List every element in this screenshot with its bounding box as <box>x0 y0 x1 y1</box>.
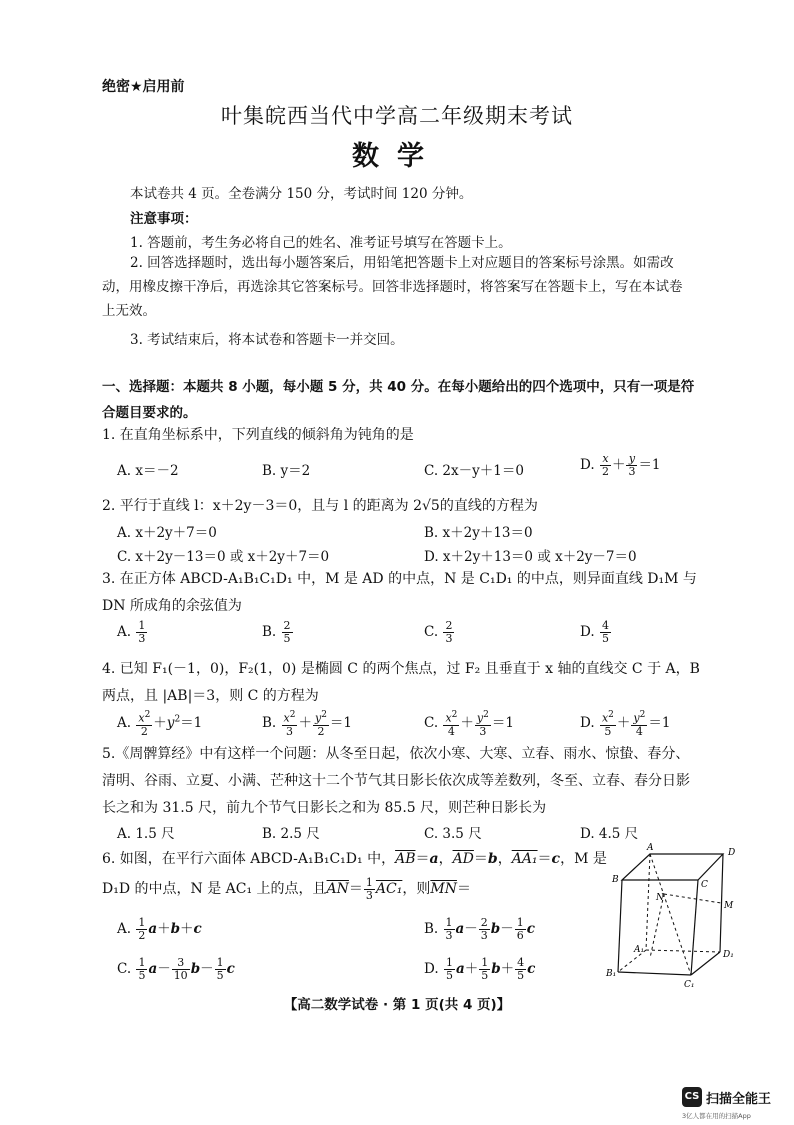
exam-title: 叶集皖西当代中学高二年级期末考试 <box>221 104 573 128</box>
q2-stem-end: 的直线的方程为 <box>439 498 538 514</box>
edge-cc1 <box>691 880 698 975</box>
edge-aa1 <box>646 854 650 950</box>
label-a1: A₁ <box>634 945 645 955</box>
edge-bb1 <box>618 880 622 972</box>
watermark-slogan: 3亿人都在用的扫描App <box>682 1112 751 1120</box>
note-1: 1. 答题前，考生务必将自己的姓名、准考证号填写在答题卡上。 <box>130 235 512 251</box>
label-b1: B₁ <box>606 969 617 979</box>
segment-mn <box>664 894 721 903</box>
q5-option-d: D. 4.5 尺 <box>580 826 639 842</box>
q2-option-a: A. x＋2y＋7＝0 <box>117 525 217 541</box>
question-2-stem: 2. 平行于直线 l：x＋2y－3＝0，且与 l 的距离为 2√5的直线的方程为 <box>102 498 538 514</box>
watermark-app-name: 扫描全能王 <box>706 1092 772 1107</box>
q5-option-b: B. 2.5 尺 <box>262 826 320 842</box>
camscanner-logo-icon: CS <box>682 1087 702 1107</box>
q1-option-d: D. $\frac{x}{2}$ ＋ $\frac{y}{3}$ ＝1 <box>580 452 661 478</box>
q6-option-d: D. $\frac{1}{5}$ a＋ $\frac{1}{5}$ b＋ $\frac{4}{5}$ c <box>424 956 536 982</box>
note-2: 2. 回答选择题时，选出每小题答案后，用铅笔把答题卡上对应题目的答案标号涂黑。如需改动，用橡皮擦干净后，再选涂其它答案标号。回答非选择题时，将答案写在答题卡上，写在本试卷上无效。 <box>102 255 683 319</box>
label-c1: C₁ <box>684 980 695 990</box>
label-m: M <box>724 901 734 911</box>
edge-c1d1 <box>691 952 720 975</box>
question-6-stem-line-1: 6. 如图，在平行六面体 ABCD-A₁B₁C₁D₁ 中，$\overline{AB}=a$，$\overline{AD}=b$，AA₁＝c，M 是 <box>102 851 607 867</box>
q3-option-c: C. $\frac{2}{3}$ <box>424 619 453 645</box>
question-3-stem: 3. 在正方体 ABCD-A₁B₁C₁D₁ 中，M 是 AD 的中点，N 是 C₁D₁ 的中点，则异面直线 D₁M 与 DN 所成角的余弦值为 <box>102 571 697 614</box>
edge-b1c1 <box>618 972 691 975</box>
q4-option-d: D. $\frac{x^2}{5}$ ＋ $\frac{y^2}{4}$ ＝1 <box>580 710 671 738</box>
question-6-stem-line-2: D₁D 的中点，N 是 AC₁ 上的点，且$\overline{AN}=$ $\frac{1}{3}$ AC₁，则$\overline{MN}=$ <box>102 875 471 902</box>
q1-option-a: A. x＝－2 <box>117 463 179 479</box>
q5-option-c: C. 3.5 尺 <box>424 826 482 842</box>
page-footer: 【高二数学试卷 · 第 1 页(共 4 页)】 <box>283 997 511 1013</box>
top-face <box>622 854 723 880</box>
q3-option-b: B. $\frac{2}{5}$ <box>262 619 291 645</box>
note-3: 3. 考试结束后，将本试卷和答题卡一并交回。 <box>130 332 404 348</box>
notes-title: 注意事项： <box>130 211 198 227</box>
q2-option-d: D. x＋2y＋13＝0 或 x＋2y－7＝0 <box>424 549 637 565</box>
q1-option-d-label: D. <box>580 457 595 473</box>
q6-option-a: A. $\frac{1}{2}$ a＋b＋c <box>117 916 202 942</box>
q6-option-b: B. $\frac{1}{3}$ a－ $\frac{2}{3}$ b－ $\frac{1}{6}$ c <box>424 916 535 942</box>
segment-n-lower <box>650 894 664 958</box>
label-b: B <box>612 875 619 885</box>
q4-option-b: B. $\frac{x^2}{3}$ ＋ $\frac{y^2}{2}$ ＝1 <box>262 710 353 738</box>
label-n: N <box>656 893 664 903</box>
q4-option-c: C. $\frac{x^2}{4}$ ＋ $\frac{y^2}{3}$ ＝1 <box>424 710 514 738</box>
parallelepiped-figure <box>598 840 748 990</box>
diagonal-ac1 <box>650 854 691 975</box>
q2-stem-start: 2. 平行于直线 l：x＋2y－3＝0，且与 l 的距离为 2 <box>102 498 422 514</box>
exam-summary: 本试卷共 4 页。全卷满分 150 分，考试时间 120 分钟。 <box>130 186 473 202</box>
label-a: A <box>647 843 654 853</box>
question-4-stem: 4. 已知 F₁(－1，0)，F₂(1，0) 是椭圆 C 的两个焦点，过 F₂ 且垂直于 x 轴的直线交 C 于 A，B 两点，且 |AB|＝3，则 C 的方程为 <box>102 661 700 704</box>
question-1-stem: 1. 在直角坐标系中，下列直线的倾斜角为钝角的是 <box>102 427 414 443</box>
q4-option-a: A. $\frac{x^2}{2}$ $+y^2=1$ <box>117 710 203 738</box>
q1-option-c: C. 2x－y＋1＝0 <box>424 463 524 479</box>
scanner-watermark <box>682 1085 792 1121</box>
edge-dd1 <box>720 854 723 952</box>
q2-option-c: C. x＋2y－13＝0 或 x＋2y＋7＝0 <box>117 549 330 565</box>
label-c: C <box>701 880 708 890</box>
q5-option-a: A. 1.5 尺 <box>117 826 175 842</box>
label-d: D <box>728 848 736 858</box>
section-1-heading: 一、选择题：本题共 8 小题，每小题 5 分，共 40 分。在每小题给出的四个选项中，只有一项是符合题目要求的。 <box>102 379 695 421</box>
q2-option-b: B. x＋2y＋13＝0 <box>424 525 533 541</box>
confidential-mark: 绝密★启用前 <box>102 79 185 95</box>
label-d1: D₁ <box>723 950 734 960</box>
q6-option-c: C. $\frac{1}{5}$ a－ $\frac{3}{10}$ b－ $\frac{1}{5}$ c <box>117 956 235 982</box>
question-5-stem: 5.《周髀算经》中有这样一个问题：从冬至日起，依次小寒、大寒、立春、雨水、惊蛰、春分、清明、谷雨、立夏、小满、芒种这十二个节气其日影长依次成等差数列，冬至、立春、春分日影长之和为 31.5 尺，前九个节气日影长之和为 85.5 尺，则芒种日影长为 <box>102 746 690 816</box>
q1-option-b: B. y＝2 <box>262 463 311 479</box>
q3-option-a: A. $\frac{1}{3}$ <box>117 619 146 645</box>
q3-option-d: D. $\frac{4}{5}$ <box>580 619 609 645</box>
subject-title: 数学 <box>352 141 442 172</box>
